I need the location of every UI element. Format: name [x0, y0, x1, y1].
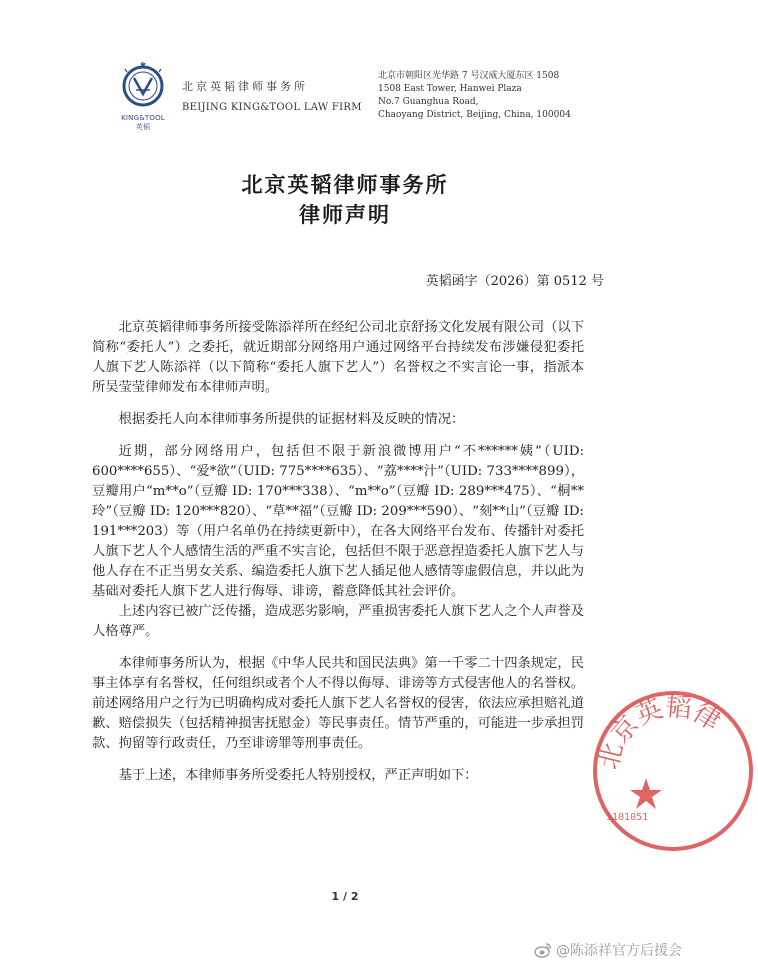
logo-caption-cn: 英韬: [135, 123, 151, 131]
title-line-firm: 北京英韬律师事务所: [241, 173, 449, 197]
logo-caption-en: KING&TOOL: [121, 114, 165, 122]
firm-name-cn: 北京英韬律师事务所: [182, 80, 308, 93]
address-line: 北京市朝阳区光华路 7 号汉威大厦东区 1508: [378, 71, 560, 81]
official-seal-stamp: [588, 686, 758, 856]
seal-code: 1101051: [606, 812, 649, 823]
page-number: 1 / 2: [331, 890, 359, 903]
title-line-statement: 律师声明: [299, 203, 391, 227]
reference-number: 英韬函字（2026）第 0512 号: [425, 274, 604, 289]
watermark-text: @陈添祥官方后援会: [556, 943, 682, 959]
address-line: 1508 East Tower, Hanwei Plaza: [378, 84, 522, 94]
firm-logo-icon: [112, 62, 174, 114]
paragraph-intro: 北京英韬律师事务所接受陈添祥所在经纪公司北京舒扬文化发展有限公司（以下简称“委托人”）之委托，就近期部分网络用户通过网络平台持续发布涉嫌侵犯委托人旗下艺人陈添祥（以下简称“委托人旗下艺人”）名誉权之不实言论一事，指派本所吴莹莹律师发布本律师声明。: [92, 320, 584, 395]
paragraph-legal-basis: 本律师事务所认为，根据《中华人民共和国民法典》第一千零二十四条规定，民事主体享有名誉权，任何组织或者个人不得以侮辱、诽谤等方式侵害他人的名誉权。前述网络用户之行为已明确构成对委托人旗下艺人名誉权的侵害，依法应承担赔礼道歉、赔偿损失（包括精神损害抚慰金）等民事责任。情节严重的，可能进一步承担罚款、拘留等行政责任，乃至诽谤罪等刑事责任。: [92, 656, 584, 751]
firm-logo: [112, 62, 174, 132]
seal-star-icon: [630, 778, 662, 809]
address-line: No.7 Guanghua Road,: [378, 97, 479, 107]
statement-body: [92, 318, 584, 798]
seal-text: 北京英韬律: [594, 692, 726, 773]
logo-caption: [112, 114, 174, 132]
firm-address: [378, 70, 588, 122]
letterhead: [112, 62, 582, 132]
paragraph-evidence-lead: 根据委托人向本律师事务所提供的证据材料及反映的情况：: [118, 412, 465, 427]
paragraph-impact: 上述内容已被广泛传播，造成恶劣影响，严重损害委托人旗下艺人之个人声誉及人格尊严。: [92, 604, 584, 639]
paragraph-declaration-lead: 基于上述，本律师事务所受委托人特别授权，严正声明如下：: [118, 768, 478, 783]
paragraph-facts: 近期，部分网络用户，包括但不限于新浪微博用户“不******姨”（UID: 600****655）、“爱*欲”（UID: 775****635）、“荔****汁”（UID: 733****899），豆瓣用户“m**o”（豆瓣 ID: 170***338）、“m**o”（豆瓣 ID: 289***475）、“桐**玲”（豆瓣 ID: 120***820）、“草**福”（豆瓣 ID: 209***590）、“刻**山”（豆瓣 ID: 191***203）等（用户名单仍在持续更新中），在各大网络平台发布、传播针对委托人旗下艺人个人感情生活的严重不实言论，包括但不限于恶意捏造委托人旗下艺人与他人存在不正当男女关系、编造委托人旗下艺人插足他人感情等虚假信息，并以此为基础对委托人旗下艺人进行侮辱、诽谤，蓄意降低其社会评价。: [92, 444, 584, 599]
firm-name-en: BEIJING KING&TOOL LAW FIRM: [182, 102, 362, 113]
weibo-icon: [534, 942, 552, 958]
document-title: [0, 170, 690, 230]
weibo-watermark: [534, 940, 682, 960]
address-line: Chaoyang District, Beijing, China, 100004: [378, 110, 571, 120]
